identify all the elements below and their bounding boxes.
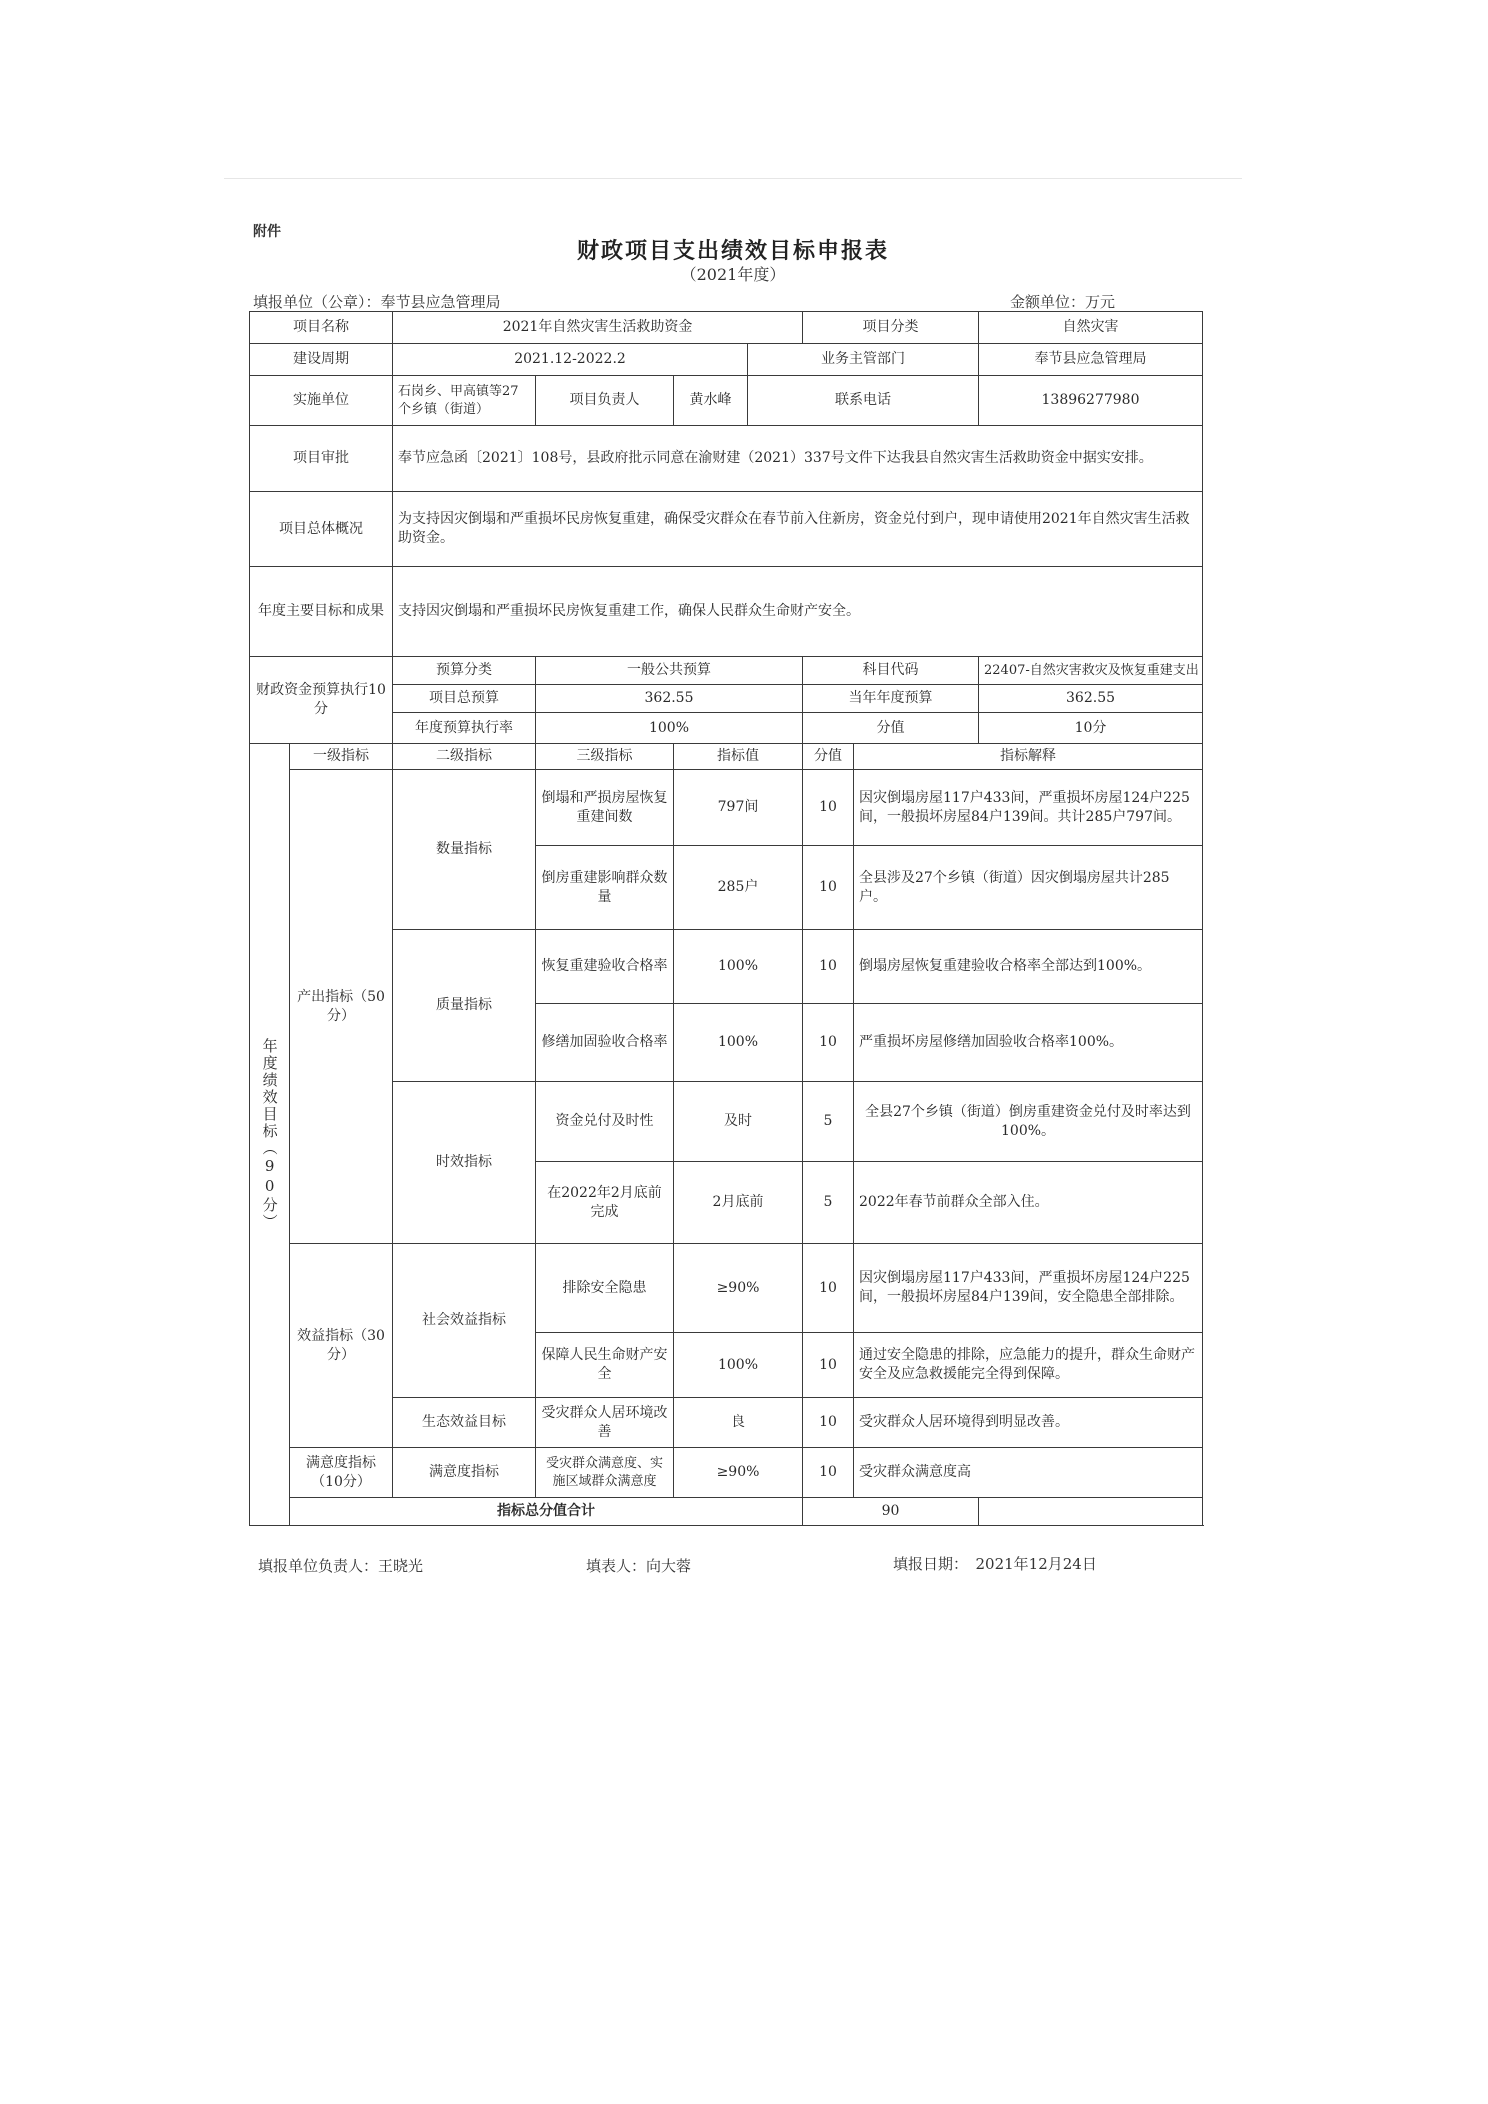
budget-score-value: 10分	[979, 713, 1203, 744]
score-cell: 10	[803, 770, 854, 846]
value-cell: ≥90%	[674, 1448, 803, 1498]
row-overview	[250, 492, 1203, 567]
satisfaction-indicator-label: 满意度指标（10分）	[290, 1448, 393, 1498]
score-cell: 10	[803, 930, 854, 1004]
dept-label: 业务主管部门	[748, 344, 979, 376]
category-value: 自然灾害	[979, 312, 1203, 344]
row-budget-total	[250, 685, 1203, 713]
performance-target-table	[249, 311, 1203, 1526]
code-value: 22407-自然灾害救灾及恢复重建支出	[979, 657, 1203, 685]
header-value: 指标值	[674, 744, 803, 770]
output-indicator-label: 产出指标（50分）	[290, 770, 393, 1244]
total-budget-value: 362.55	[536, 685, 803, 713]
level3-cell: 修缮加固验收合格率	[536, 1004, 674, 1082]
budget-section-label: 财政资金预算执行10分	[250, 657, 393, 744]
note-cell: 严重损坏房屋修缮加固验收合格率100%。	[854, 1004, 1203, 1082]
header-note: 指标解释	[854, 744, 1203, 770]
value-cell: ≥90%	[674, 1244, 803, 1333]
score-cell: 5	[803, 1162, 854, 1244]
filing-unit-value: 奉节县应急管理局	[380, 293, 501, 311]
level3-cell: 倒房重建影响群众数量	[536, 846, 674, 930]
project-name-value: 2021年自然灾害生活救助资金	[393, 312, 803, 344]
leader-value: 黄水峰	[674, 376, 748, 426]
money-unit	[1010, 291, 1115, 312]
row-indicator-headers	[250, 744, 1203, 770]
category-label: 项目分类	[803, 312, 979, 344]
form-title: 财政项目支出绩效目标申报表	[576, 238, 889, 264]
value-cell: 及时	[674, 1082, 803, 1162]
goal-label: 年度主要目标和成果	[250, 567, 393, 657]
budget-type-label: 预算分类	[393, 657, 536, 685]
value-cell: 2月底前	[674, 1162, 803, 1244]
row-project-name	[250, 312, 1203, 344]
period-label: 建设周期	[250, 344, 393, 376]
filing-unit-label: 填报单位（公章）：	[253, 293, 381, 311]
level3-cell: 资金兑付及时性	[536, 1082, 674, 1162]
level3-cell: 受灾群众满意度、实施区域群众满意度	[536, 1448, 674, 1498]
money-unit-label: 金额单位：	[1010, 293, 1086, 311]
value-cell: 100%	[674, 930, 803, 1004]
annual-target-side-label: 年度绩效目标（90分）	[250, 744, 290, 1526]
value-cell: 285户	[674, 846, 803, 930]
social-benefit-label: 社会效益指标	[393, 1244, 536, 1398]
header-level2: 二级指标	[393, 744, 536, 770]
filing-unit	[253, 291, 501, 312]
annual-budget-label: 当年年度预算	[803, 685, 979, 713]
budget-score-label: 分值	[803, 713, 979, 744]
indicator-row	[250, 1082, 1203, 1162]
row-goal	[250, 567, 1203, 657]
note-cell: 全县27个乡镇（街道）倒房重建资金兑付及时率达到100%。	[854, 1082, 1203, 1162]
indicator-row	[250, 1244, 1203, 1333]
period-value: 2021.12-2022.2	[393, 344, 748, 376]
overview-label: 项目总体概况	[250, 492, 393, 567]
score-cell: 5	[803, 1082, 854, 1162]
total-note	[979, 1498, 1203, 1526]
header-score: 分值	[803, 744, 854, 770]
quantity-indicator-label: 数量指标	[393, 770, 536, 930]
overview-text: 为支持因灾倒塌和严重损坏民房恢复重建，确保受灾群众在春节前入住新房，资金兑付到户，现申请使用2021年自然灾害生活救助资金。	[393, 492, 1203, 567]
value-cell: 797间	[674, 770, 803, 846]
level3-cell: 恢复重建验收合格率	[536, 930, 674, 1004]
impl-value: 石岗乡、甲高镇等27个乡镇（街道）	[393, 376, 536, 426]
header-level3: 三级指标	[536, 744, 674, 770]
form-filler: 填表人：向大蓉	[586, 1557, 692, 1575]
annual-budget-value: 362.55	[979, 685, 1203, 713]
satisfaction-level2-label: 满意度指标	[393, 1448, 536, 1498]
row-approval	[250, 426, 1203, 492]
attachment-label: 附件	[253, 224, 281, 240]
value-cell: 100%	[674, 1333, 803, 1398]
score-cell: 10	[803, 1398, 854, 1448]
goal-text: 支持因灾倒塌和严重损坏民房恢复重建工作，确保人民群众生命财产安全。	[393, 567, 1203, 657]
note-cell: 受灾群众人居环境得到明显改善。	[854, 1398, 1203, 1448]
score-cell: 10	[803, 1448, 854, 1498]
approval-text: 奉节应急函〔2021〕108号，县政府批示同意在渝财建（2021）337号文件下达我县自然灾害生活救助资金中据实安排。	[393, 426, 1203, 492]
note-cell: 2022年春节前群众全部入住。	[854, 1162, 1203, 1244]
level3-cell: 保障人民生命财产安全	[536, 1333, 674, 1398]
indicator-row	[250, 1398, 1203, 1448]
dept-value: 奉节县应急管理局	[979, 344, 1203, 376]
budget-type-value: 一般公共预算	[536, 657, 803, 685]
phone-label: 联系电话	[748, 376, 979, 426]
project-name-label: 项目名称	[250, 312, 393, 344]
note-cell: 通过安全隐患的排除，应急能力的提升，群众生命财产安全及应急救援能完全得到保障。	[854, 1333, 1203, 1398]
row-implementer	[250, 376, 1203, 426]
score-cell: 10	[803, 1333, 854, 1398]
filing-date: 填报日期： 2021年12月24日	[893, 1555, 1097, 1573]
row-budget-rate	[250, 713, 1203, 744]
quality-indicator-label: 质量指标	[393, 930, 536, 1082]
note-cell: 受灾群众满意度高	[854, 1448, 1203, 1498]
approval-label: 项目审批	[250, 426, 393, 492]
row-total	[250, 1498, 1203, 1526]
indicator-row	[250, 930, 1203, 1004]
responsible-person: 填报单位负责人：王晓光	[258, 1557, 424, 1575]
exec-rate-value: 100%	[536, 713, 803, 744]
total-score-value: 90	[803, 1498, 979, 1526]
indicator-row	[250, 770, 1203, 846]
note-cell: 倒塌房屋恢复重建验收合格率全部达到100%。	[854, 930, 1203, 1004]
eco-benefit-label: 生态效益目标	[393, 1398, 536, 1448]
row-budget-type	[250, 657, 1203, 685]
total-score-label: 指标总分值合计	[290, 1498, 803, 1526]
total-budget-label: 项目总预算	[393, 685, 536, 713]
score-cell: 10	[803, 1004, 854, 1082]
header-level1: 一级指标	[290, 744, 393, 770]
level3-cell: 在2022年2月底前完成	[536, 1162, 674, 1244]
indicator-row	[250, 1448, 1203, 1498]
note-cell: 因灾倒塌房屋117户433间，严重损坏房屋124户225间，一般损坏房屋84户139间，安全隐患全部排除。	[854, 1244, 1203, 1333]
note-cell: 全县涉及27个乡镇（街道）因灾倒塌房屋共计285户。	[854, 846, 1203, 930]
phone-value: 13896277980	[979, 376, 1203, 426]
level3-cell: 倒塌和严损房屋恢复重建间数	[536, 770, 674, 846]
row-period	[250, 344, 1203, 376]
code-label: 科目代码	[803, 657, 979, 685]
exec-rate-label: 年度预算执行率	[393, 713, 536, 744]
form-subtitle: （2021年度）	[680, 265, 786, 284]
value-cell: 100%	[674, 1004, 803, 1082]
leader-label: 项目负责人	[536, 376, 674, 426]
money-unit-value: 万元	[1085, 293, 1116, 311]
impl-label: 实施单位	[250, 376, 393, 426]
level3-cell: 排除安全隐患	[536, 1244, 674, 1333]
timeliness-indicator-label: 时效指标	[393, 1082, 536, 1244]
level3-cell: 受灾群众人居环境改善	[536, 1398, 674, 1448]
benefit-indicator-label: 效益指标（30分）	[290, 1244, 393, 1448]
score-cell: 10	[803, 846, 854, 930]
value-cell: 良	[674, 1398, 803, 1448]
score-cell: 10	[803, 1244, 854, 1333]
note-cell: 因灾倒塌房屋117户433间，严重损坏房屋124户225间，一般损坏房屋84户139间。共计285户797间。	[854, 770, 1203, 846]
